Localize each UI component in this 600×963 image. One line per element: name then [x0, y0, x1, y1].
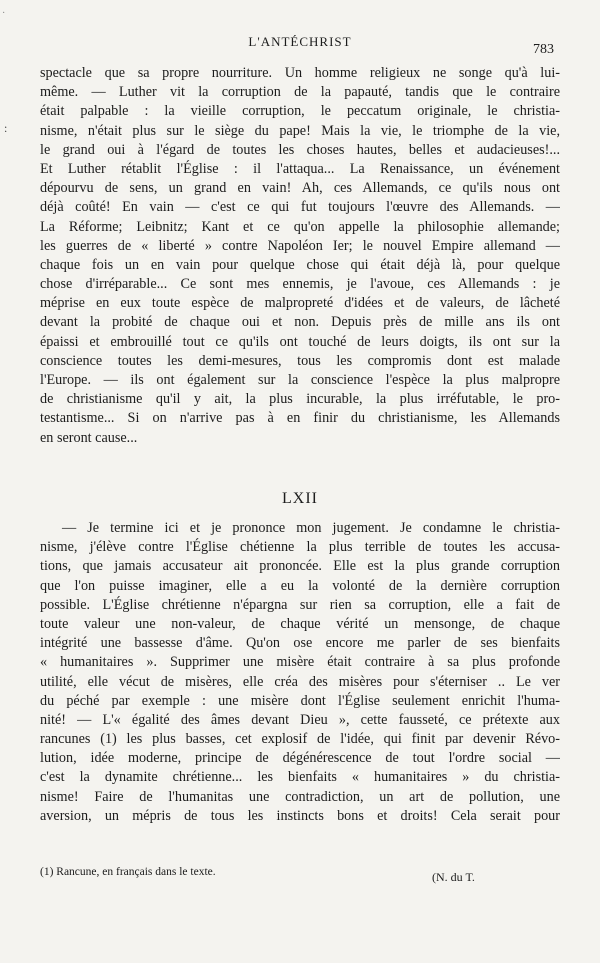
- text-line: méprise en eux toute espèce de malpropreté d'idées et de valeurs, de lâcheté: [40, 295, 560, 312]
- text-line: l'Europe. — ils ont également sur la conscience l'espèce la plus malpropre: [40, 372, 560, 388]
- text-line: dépourvu de sens, un grand en vain! Ah, ces Allemands, ce qu'ils nous ont: [40, 180, 560, 197]
- text-line: de christianisme qu'il y ait, la plus incurable, la plus irréfutable, le pro-: [40, 391, 560, 408]
- text-line: même. — Luther vit la corruption de la papauté, tandis que le contraire: [40, 84, 560, 101]
- text-line: en seront cause...: [40, 429, 138, 446]
- text-line: chose d'irréparable... Ce sont mes ennemis, je l'avoue, ces Allemands : je: [40, 276, 560, 293]
- text-line: c'est la dynamite chrétienne... les bienfaits « humanitaires » du christia-: [40, 769, 560, 786]
- text-line: testantisme... Si on n'arrive pas à en finir du christianisme, les Allemands: [40, 410, 560, 427]
- text-line: était palpable : la vieille corruption, le peccatum originale, le christia-: [40, 103, 560, 120]
- paragraph-1: [40, 64, 560, 448]
- text-line: que l'on puisse imaginer, elle a eu la volonté de la dernière corruption: [40, 577, 560, 594]
- text-line: La Réforme; Leibnitz; Kant et ce qu'on appelle la philosophie allemande;: [40, 218, 560, 235]
- text-line: Et Luther rétablit l'Église : il l'attaqua... La Renaissance, un événement: [40, 160, 560, 177]
- text-line: nisme, j'élève contre l'Église chétienne la plus terrible de toutes les accusa-: [40, 539, 560, 556]
- text-line: devant la probité de chaque oui et non. Depuis près de mille ans ils ont: [40, 314, 560, 331]
- section-heading: LXII: [282, 490, 318, 507]
- paragraph-2: [40, 519, 560, 826]
- margin-mark: :: [4, 121, 8, 135]
- text-line: déjà coûté! En vain — c'est ce qui fut toujours l'œuvre des Allemands. —: [40, 199, 560, 216]
- text-line: utilité, elle vécut de misères, elle créa des misères pour s'éterniser .. Le ver: [40, 673, 560, 690]
- text-line: spectacle que sa propre nourriture. Un homme religieux ne songe qu'à lui-: [40, 65, 560, 81]
- text-line: « humanitaires ». Supprimer une misère était contraire à sa plus profonde: [40, 654, 560, 671]
- text-line: aversion, un mépris de tous les instincts bons et droits! Cela serait pour: [40, 807, 560, 824]
- scan-artifact: ·: [2, 8, 6, 19]
- text-line: les guerres de « liberté » contre Napoléon Ier; le nouvel Empire allemand —: [40, 237, 560, 254]
- text-line: lution, idée moderne, principe de dégénérescence de tout l'ordre social —: [40, 750, 560, 767]
- text-line: toute valeur une non-valeur, de chaque vérité un mensonge, de chaque: [40, 615, 560, 632]
- text-line: épaissi et embrouillé tout ce qu'ils ont touché de leurs doigts, ils ont sur la: [40, 333, 560, 350]
- text-line: nisme, n'était plus sur le siège du pape! Mais la vie, le triomphe de la vie,: [40, 122, 560, 139]
- text-line: tions, que jamais accusateur ait prononcée. Elle est la plus grande corruption: [40, 558, 560, 575]
- text-line: le grand oui à l'égard de toutes les choses hautes, belles et audacieuses!...: [40, 141, 560, 158]
- footnote: (1) Rancune, en français dans le texte.: [40, 866, 216, 878]
- page-number: 783: [533, 42, 554, 57]
- footnote-attribution: (N. du T.: [432, 870, 475, 884]
- text-line: — Je termine ici et je prononce mon jugement. Je condamne le christia-: [62, 520, 560, 536]
- text-line: intégrité une bassesse d'âme. Qu'on ose encore me parler de ses bienfaits: [40, 635, 560, 652]
- text-line: chaque fois un en vain pour quelque chose qui était déjà là, pour quelque: [40, 256, 560, 273]
- text-line: possible. L'Église chrétienne n'épargna sur rien sa corruption, elle a fait de: [40, 596, 560, 613]
- text-line: du péché par exemple : une misère dont l'Église seulement enrichit l'huma-: [40, 692, 560, 709]
- text-line: conscience toutes les demi-mesures, tous les compromis dont est malade: [40, 352, 560, 369]
- text-line: nité! — L'« égalité des âmes devant Dieu », cette fausseté, ce prétexte aux: [40, 711, 560, 728]
- text-line: nisme! Faire de l'humanitas une contradiction, un art de pollution, une: [40, 788, 560, 805]
- text-line: rancunes (1) les plus basses, cet explosif de l'idée, qui finit par devenir Révo-: [40, 731, 560, 748]
- running-title: L'ANTÉCHRIST: [248, 34, 352, 49]
